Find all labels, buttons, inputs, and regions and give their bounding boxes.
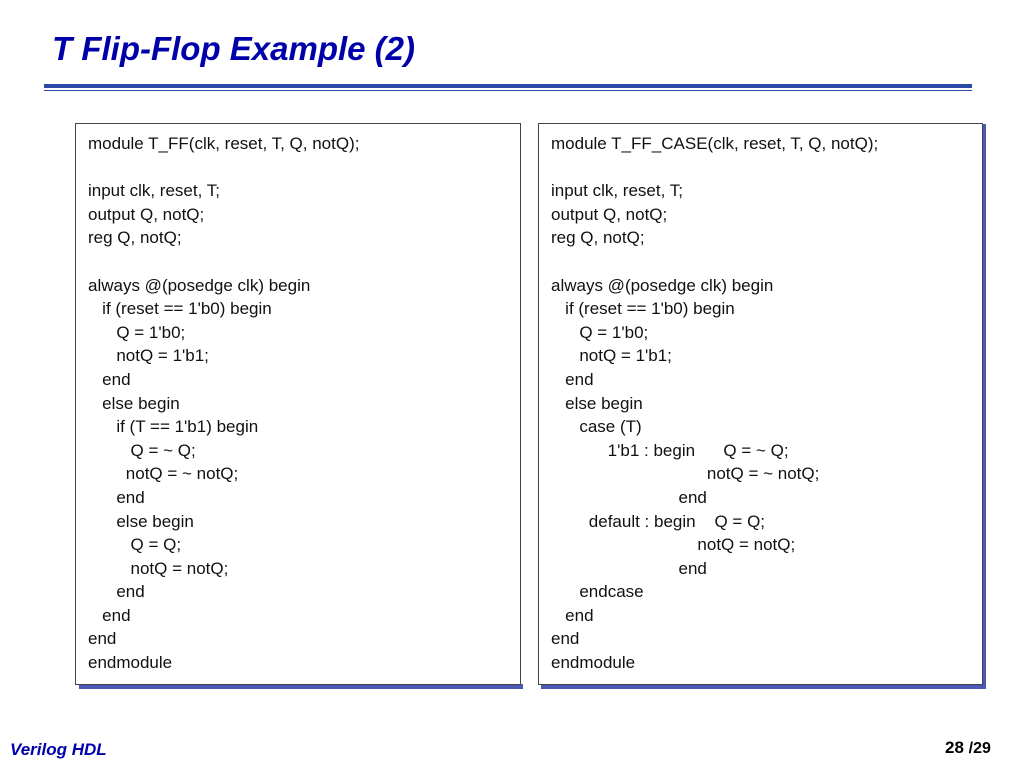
code-line: end bbox=[88, 629, 117, 649]
code-line: end bbox=[551, 605, 594, 625]
code-line: output Q, notQ; bbox=[551, 204, 668, 224]
code-line: Q = Q; bbox=[88, 535, 182, 555]
code-line: always @(posedge clk) begin bbox=[88, 275, 311, 295]
code-line: notQ = 1'b1; bbox=[551, 346, 672, 366]
code-line: reg Q, notQ; bbox=[551, 228, 645, 248]
footer-course-title: Verilog HDL bbox=[10, 740, 107, 759]
code-line: if (T == 1'b1) begin bbox=[88, 417, 259, 437]
code-line: notQ = ~ notQ; bbox=[551, 464, 820, 484]
t-ff-code bbox=[88, 132, 359, 675]
code-line: end bbox=[551, 629, 580, 649]
code-line bbox=[551, 250, 878, 274]
code-line: input clk, reset, T; bbox=[551, 181, 683, 201]
title-divider-thin bbox=[44, 90, 972, 91]
code-line: endmodule bbox=[88, 653, 173, 673]
code-line bbox=[88, 250, 359, 274]
code-line: notQ = notQ; bbox=[551, 535, 796, 555]
t-ff-case-code bbox=[551, 132, 878, 675]
code-line: endmodule bbox=[551, 653, 636, 673]
code-line: notQ = ~ notQ; bbox=[88, 464, 239, 484]
code-line: end bbox=[88, 487, 145, 507]
code-line: reg Q, notQ; bbox=[88, 228, 182, 248]
code-line: notQ = notQ; bbox=[88, 558, 229, 578]
code-line: end bbox=[88, 605, 131, 625]
code-line: Q = 1'b0; bbox=[551, 322, 649, 342]
code-line: input clk, reset, T; bbox=[88, 181, 220, 201]
right-code-box bbox=[538, 123, 983, 685]
code-line: default : begin Q = Q; bbox=[551, 511, 766, 531]
code-line: else begin bbox=[551, 393, 643, 413]
code-line: if (reset == 1'b0) begin bbox=[88, 299, 272, 319]
code-line: endcase bbox=[551, 582, 644, 602]
code-line: Q = ~ Q; bbox=[88, 440, 196, 460]
code-line: module T_FF(clk, reset, T, Q, notQ); bbox=[88, 134, 360, 153]
page-number bbox=[945, 738, 991, 758]
code-line: always @(posedge clk) begin bbox=[551, 275, 774, 295]
code-line: case (T) bbox=[551, 417, 642, 437]
page-total: /29 bbox=[968, 740, 991, 757]
code-line: end bbox=[551, 487, 707, 507]
code-line bbox=[551, 156, 878, 180]
code-line: output Q, notQ; bbox=[88, 204, 205, 224]
code-line: end bbox=[551, 558, 707, 578]
code-line bbox=[88, 156, 359, 180]
slide-title: T Flip-Flop Example (2) bbox=[52, 30, 416, 67]
title-divider-thick bbox=[44, 84, 972, 88]
code-line: else begin bbox=[88, 393, 180, 413]
code-line: else begin bbox=[88, 511, 194, 531]
code-line: end bbox=[88, 369, 131, 389]
code-line: module T_FF_CASE(clk, reset, T, Q, notQ); bbox=[551, 134, 879, 153]
code-line: if (reset == 1'b0) begin bbox=[551, 299, 735, 319]
page-current: 28 bbox=[945, 738, 964, 757]
code-line: end bbox=[551, 369, 594, 389]
code-line: notQ = 1'b1; bbox=[88, 346, 209, 366]
code-line: Q = 1'b0; bbox=[88, 322, 186, 342]
code-line: end bbox=[88, 582, 145, 602]
code-line: 1'b1 : begin Q = ~ Q; bbox=[551, 440, 789, 460]
left-code-box bbox=[75, 123, 521, 685]
